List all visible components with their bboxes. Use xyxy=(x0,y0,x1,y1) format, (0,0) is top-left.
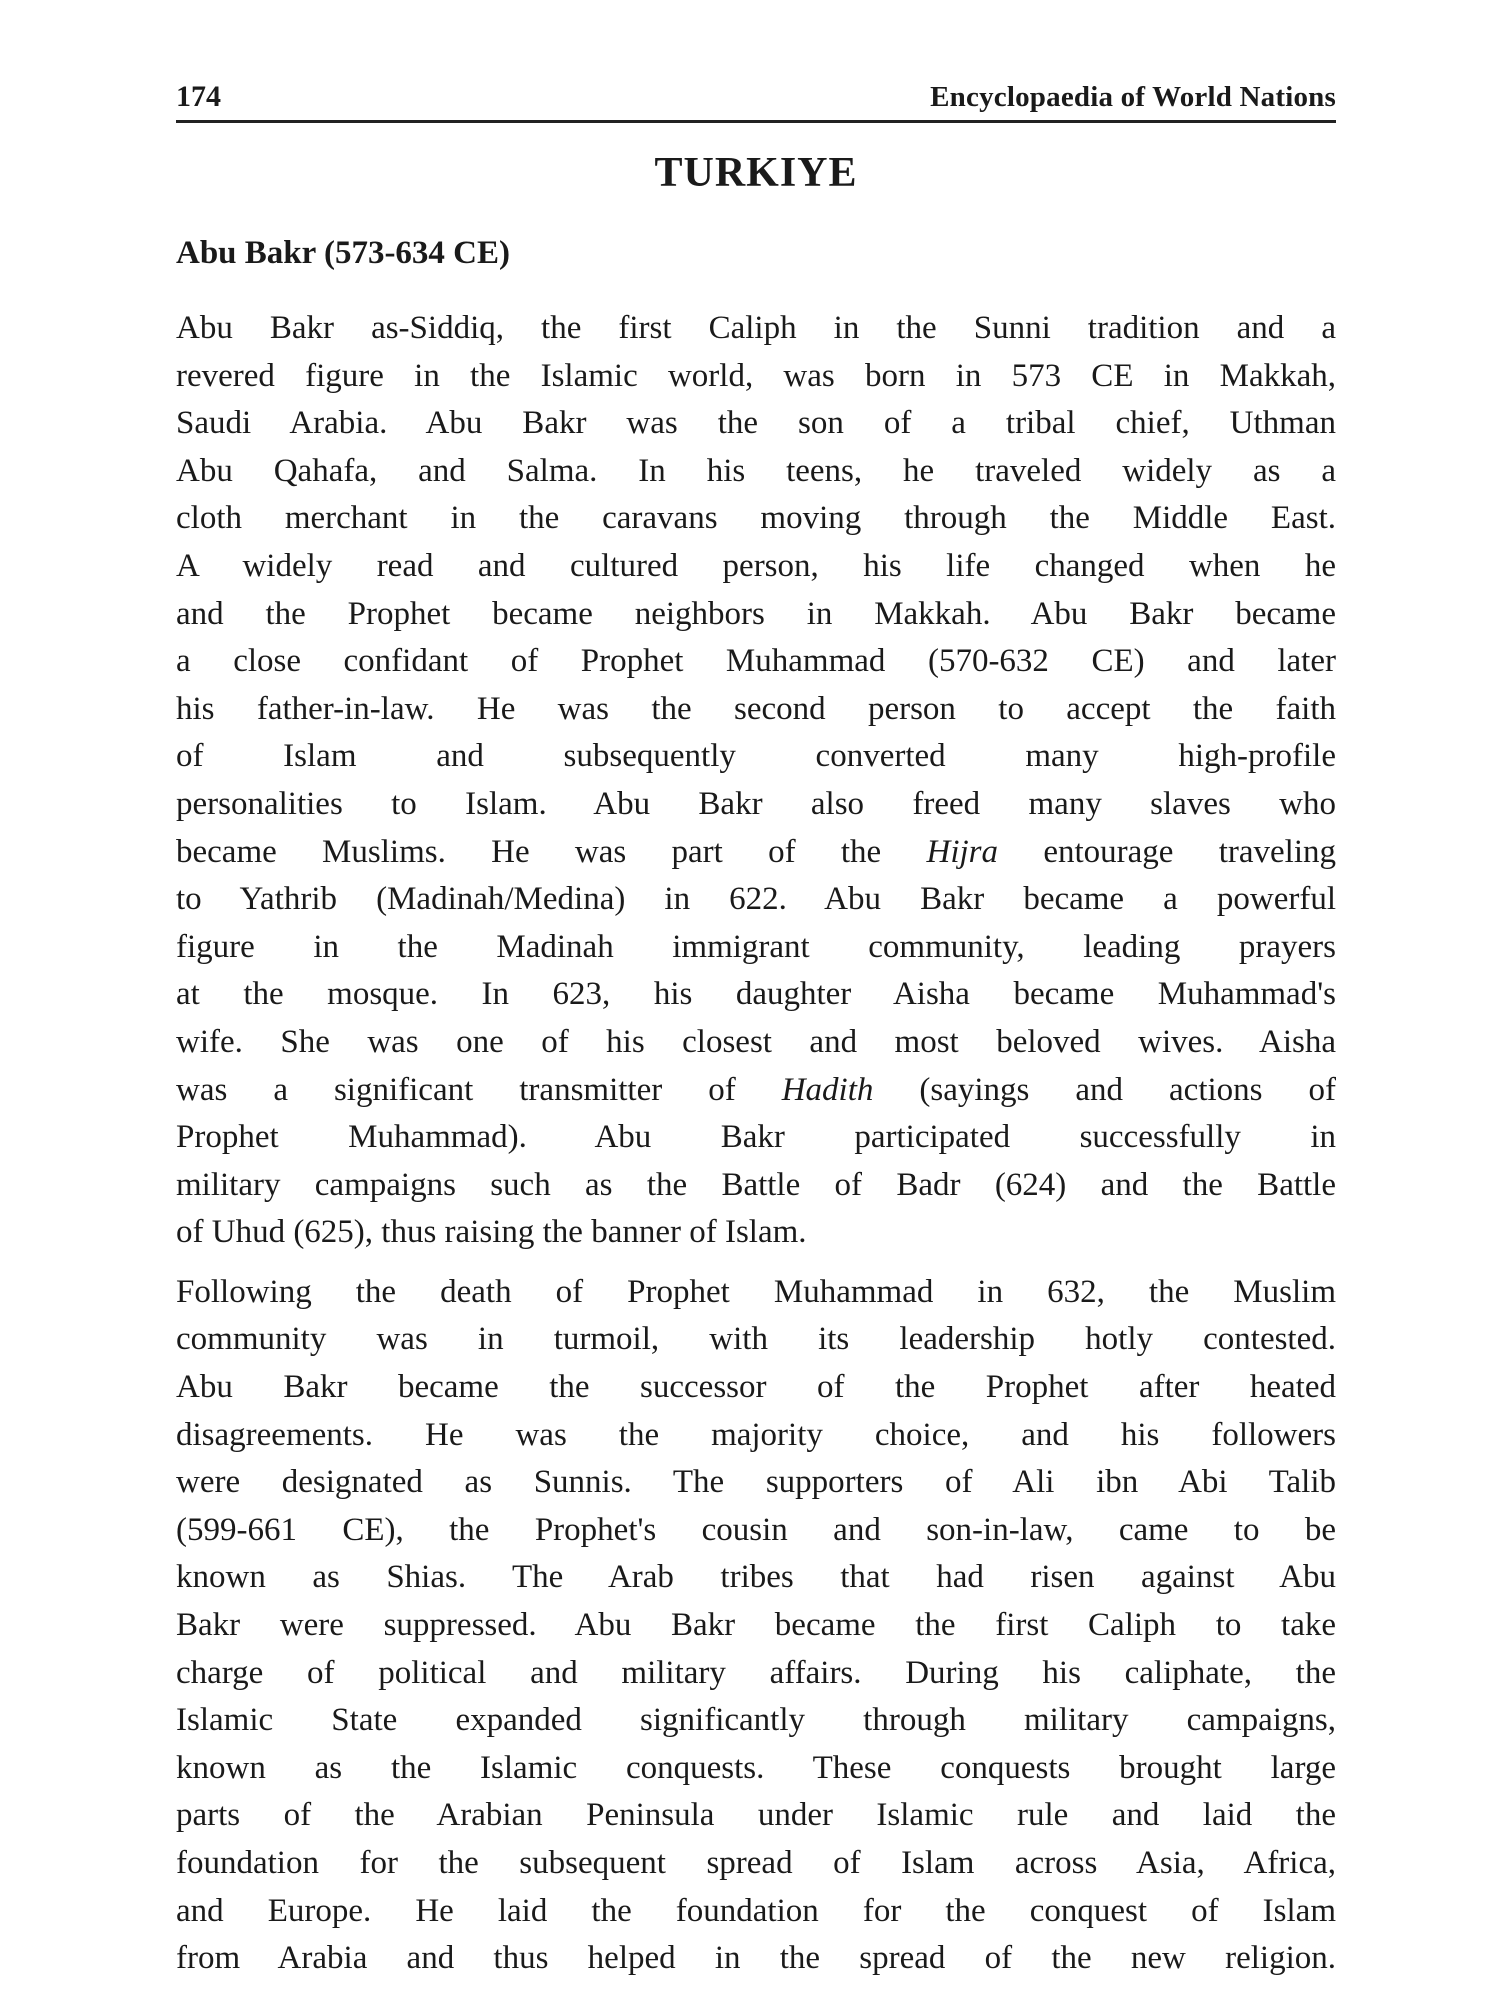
text-line: and the Prophet became neighbors in Makkah. Abu Bakr became xyxy=(176,595,1336,632)
paragraph-2 xyxy=(176,1269,1336,1983)
text-line: a close confidant of Prophet Muhammad (570-632 CE) and later xyxy=(176,643,1336,680)
paragraph-1 xyxy=(176,305,1336,1257)
running-header xyxy=(176,60,1336,123)
text-line: foundation for the subsequent spread of Islam across Asia, Africa, xyxy=(176,1845,1336,1881)
text-line: from Arabia and thus helped in the spread of the new religion. xyxy=(176,1940,1336,1977)
text-line: of Islam and subsequently converted many high-profile xyxy=(176,738,1336,775)
text-line: Following the death of Prophet Muhammad in 632, the Muslim xyxy=(176,1273,1336,1310)
text-line: charge of political and military affairs. During his caliphate, the xyxy=(176,1654,1336,1691)
text-line: A widely read and cultured person, his life changed when he xyxy=(176,547,1336,584)
text-line: Saudi Arabia. Abu Bakr was the son of a tribal chief, Uthman xyxy=(176,405,1336,442)
text-line: known as Shias. The Arab tribes that had risen against Abu xyxy=(176,1559,1336,1596)
text-line: became Muslims. He was part of the Hijra entourage traveling xyxy=(176,833,1337,870)
text-line: at the mosque. In 623, his daughter Aisha became Muhammad's xyxy=(176,976,1336,1013)
text-line: of Uhud (625), thus raising the banner of Islam. xyxy=(176,1214,807,1251)
text-line: wife. She was one of his closest and most beloved wives. Aisha xyxy=(176,1023,1336,1060)
text-line: were designated as Sunnis. The supporters of Ali ibn Abi Talib xyxy=(176,1464,1336,1501)
section-heading: Abu Bakr (573-634 CE) xyxy=(176,235,511,271)
text-line: disagreements. He was the majority choice, and his followers xyxy=(176,1416,1336,1453)
text-line: Abu Qahafa, and Salma. In his teens, he traveled widely as a xyxy=(176,452,1336,489)
text-line: figure in the Madinah immigrant community, leading prayers xyxy=(176,928,1336,965)
text-line: his father-in-law. He was the second person to accept the faith xyxy=(176,690,1336,727)
text-line: Abu Bakr became the successor of the Prophet after heated xyxy=(176,1369,1336,1406)
text-line: Islamic State expanded significantly through military campaigns, xyxy=(176,1702,1336,1739)
text-line: military campaigns such as the Battle of Badr (624) and the Battle xyxy=(176,1166,1336,1203)
text-line: and Europe. He laid the foundation for the conquest of Islam xyxy=(176,1892,1336,1929)
text-line: was a significant transmitter of Hadith (sayings and actions of xyxy=(176,1071,1336,1108)
text-line: known as the Islamic conquests. These conquests brought large xyxy=(176,1749,1336,1786)
text-line: community was in turmoil, with its leadership hotly contested. xyxy=(176,1321,1336,1358)
chapter-title: TURKIYE xyxy=(654,150,858,196)
text-line: Abu Bakr as-Siddiq, the first Caliph in the Sunni tradition and a xyxy=(176,310,1336,346)
text-line: parts of the Arabian Peninsula under Islamic rule and laid the xyxy=(176,1797,1336,1834)
text-line: to Yathrib (Madinah/Medina) in 622. Abu Bakr became a powerful xyxy=(176,881,1336,918)
text-line: Bakr were suppressed. Abu Bakr became the first Caliph to take xyxy=(176,1607,1336,1644)
text-line: (599-661 CE), the Prophet's cousin and son-in-law, came to be xyxy=(176,1511,1336,1548)
publication-title: Encyclopaedia of World Nations xyxy=(930,81,1336,113)
book-page xyxy=(176,60,1336,1983)
text-line: revered figure in the Islamic world, was born in 573 CE in Makkah, xyxy=(176,357,1336,394)
page-number: 174 xyxy=(176,80,221,113)
text-line: Prophet Muhammad). Abu Bakr participated successfully in xyxy=(176,1119,1336,1156)
text-line: personalities to Islam. Abu Bakr also freed many slaves who xyxy=(176,785,1336,822)
text-line: cloth merchant in the caravans moving through the Middle East. xyxy=(176,500,1336,537)
